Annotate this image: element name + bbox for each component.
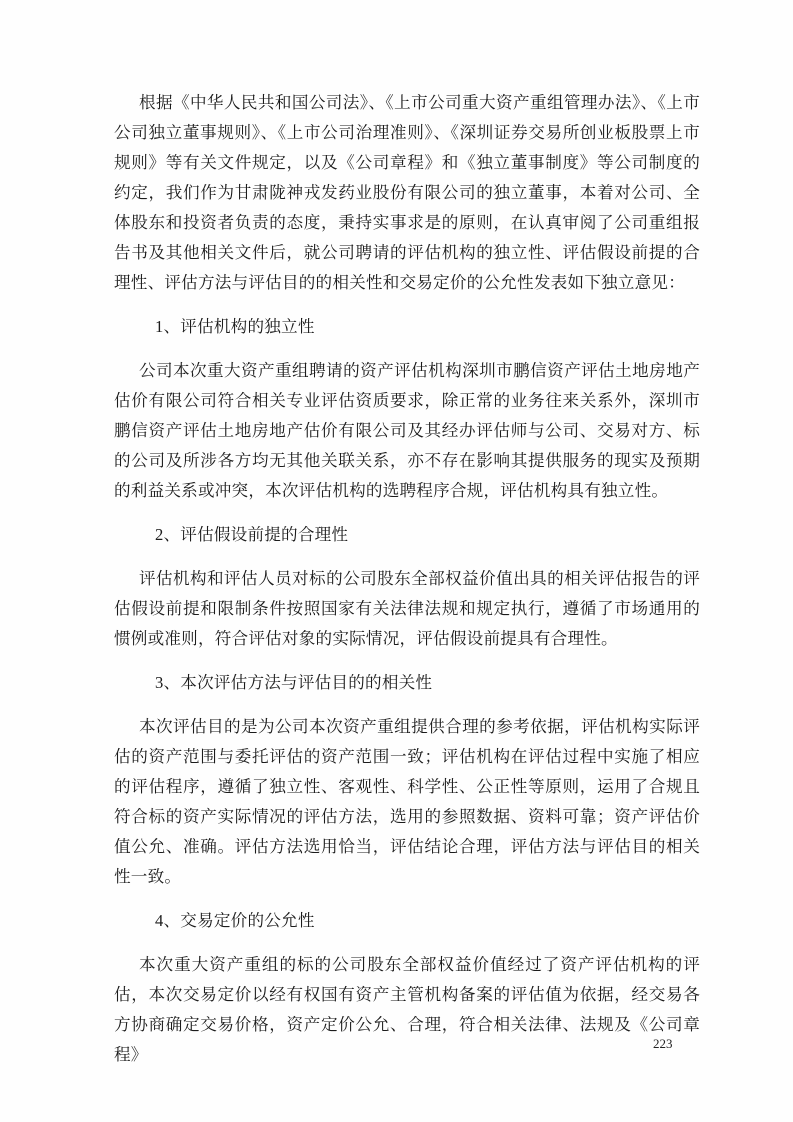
section-pricing-fairness <box>114 906 700 1070</box>
section-3-body: 本次评估目的是为公司本次资产重组提供合理的参考依据，评估机构实际评估的资产范围与委托评估的资产范围一致；评估机构在评估过程中实施了相应的评估程序，遵循了独立性、客观性、科学性、公正性等原则，运用了合规且符合标的资产实际情况的评估方法，选用的参照数据、资料可靠；资产评估价值公允、准确。评估方法选用恰当，评估结论合理，评估方法与评估目的相关性一致。 <box>114 717 700 886</box>
section-4-heading: 4、交易定价的公允性 <box>155 911 315 930</box>
section-2-heading: 2、评估假设前提的合理性 <box>155 525 349 544</box>
section-independence <box>114 312 700 506</box>
section-3-heading: 3、本次评估方法与评估目的的相关性 <box>155 673 433 692</box>
section-assumptions <box>114 520 700 654</box>
page-number: 223 <box>653 1036 673 1051</box>
section-1-heading: 1、评估机构的独立性 <box>155 317 315 336</box>
section-2-body: 评估机构和评估人员对标的公司股东全部权益价值出具的相关评估报告的评估假设前提和限制条件按照国家有关法律法规和规定执行，遵循了市场通用的惯例或准则，符合评估对象的实际情况，评估假设前提具有合理性。 <box>114 569 700 648</box>
section-4-body: 本次重大资产重组的标的公司股东全部权益价值经过了资产评估机构的评估，本次交易定价以经有权国有资产主管机构备案的评估值为依据，经交易各方协商确定交易价格，资产定价公允、合理，符合相关法律、法规及《公司章程》 <box>114 955 700 1064</box>
section-1-body: 公司本次重大资产重组聘请的资产评估机构深圳市鹏信资产评估土地房地产估价有限公司符合相关专业评估资质要求，除正常的业务往来关系外，深圳市鹏信资产评估土地房地产估价有限公司及其经办评估师与公司、交易对方、标的公司及所涉各方均无其他关联关系，亦不存在影响其提供服务的现实及预期的利益关系或冲突，本次评估机构的选聘程序合规，评估机构具有独立性。 <box>114 361 700 500</box>
section-method-relevance <box>114 668 700 892</box>
document-content <box>114 88 700 1084</box>
intro-paragraph: 根据《中华人民共和国公司法》、《上市公司重大资产重组管理办法》、《上市公司独立董事规则》、《上市公司治理准则》、《深圳证券交易所创业板股票上市规则》等有关文件规定，以及《公司章程》和《独立董事制度》等公司制度的约定，我们作为甘肃陇神戎发药业股份有限公司的独立董事，本着对公司、全体股东和投资者负责的态度，秉持实事求是的原则，在认真审阅了公司重组报告书及其他相关文件后，就公司聘请的评估机构的独立性、评估假设前提的合理性、评估方法与评估目的的相关性和交易定价的公允性发表如下独立意见： <box>114 93 700 292</box>
